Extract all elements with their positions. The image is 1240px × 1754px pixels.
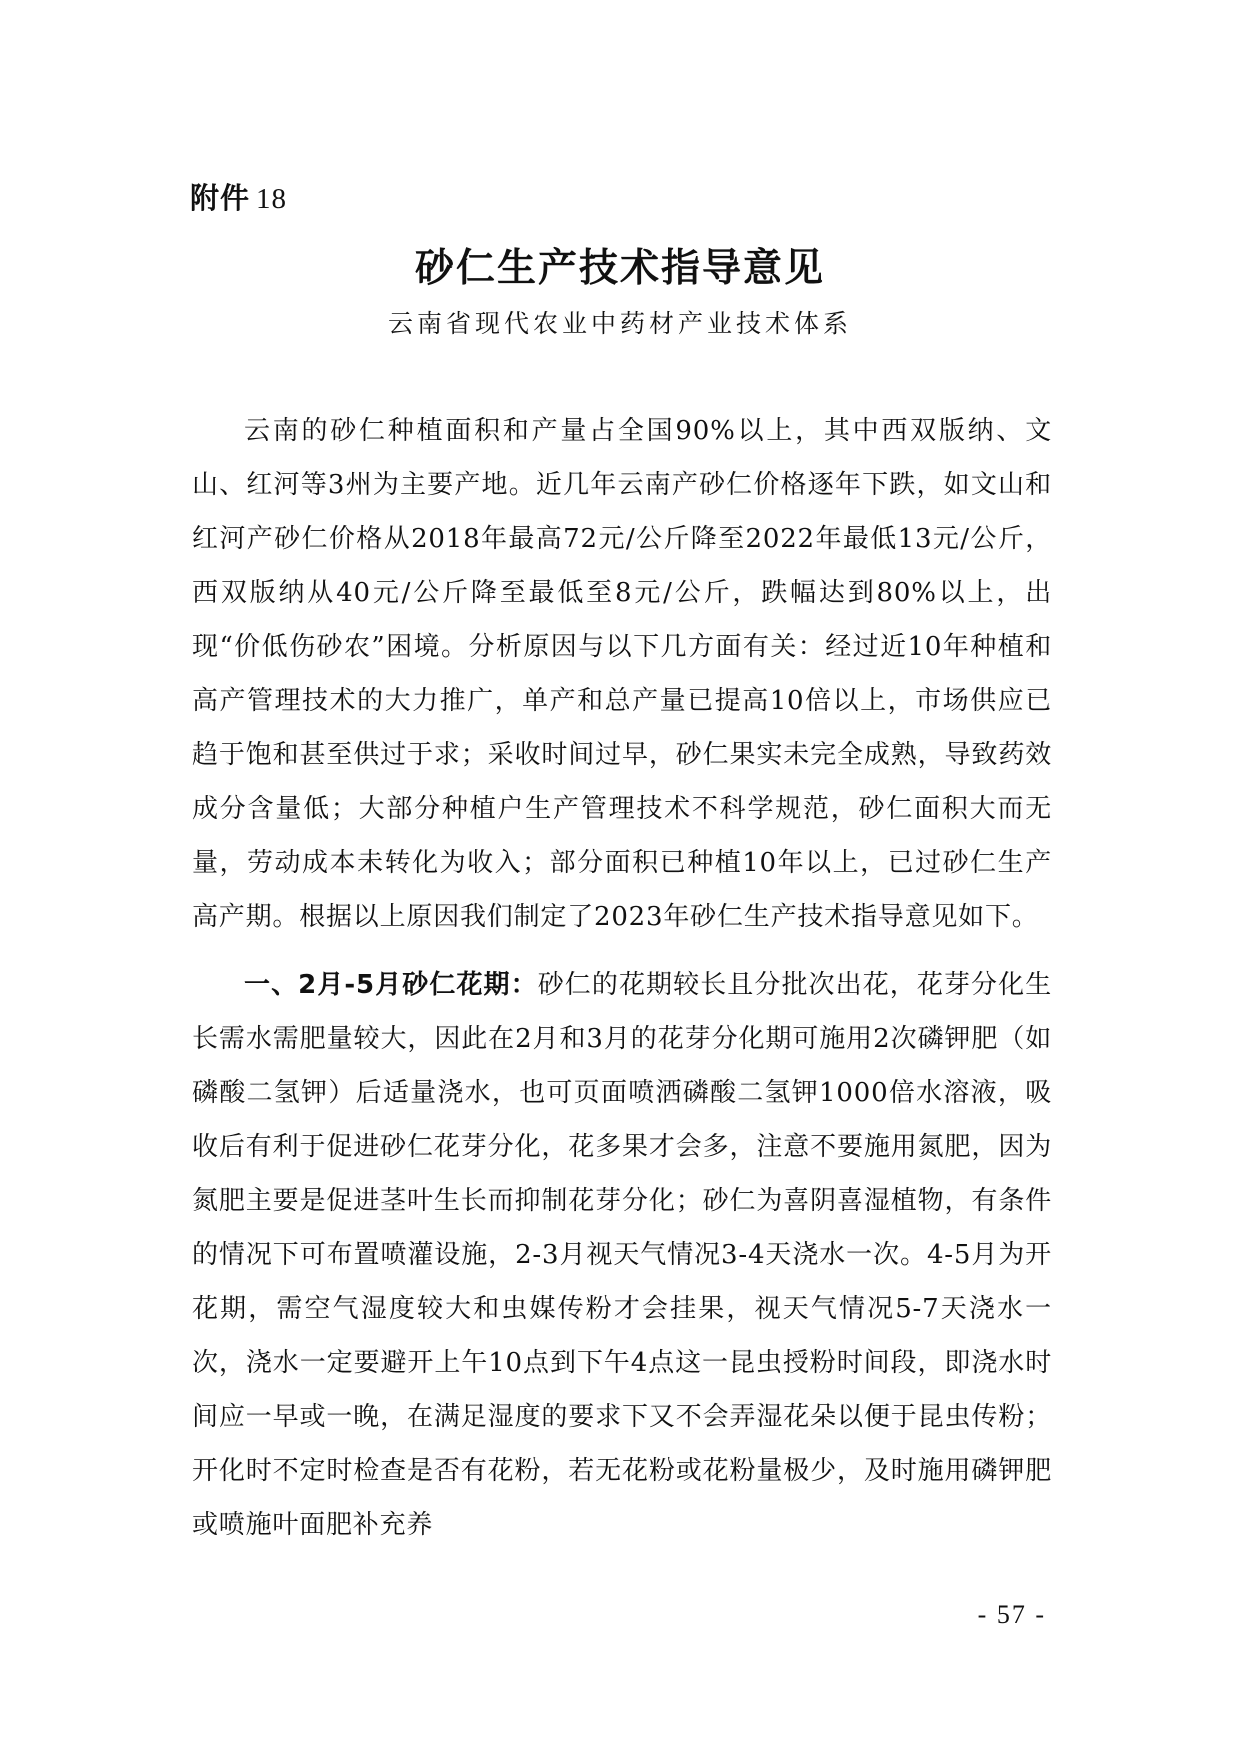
document-title: 砂仁生产技术指导意见 bbox=[414, 245, 825, 291]
body-text bbox=[192, 404, 1052, 1566]
attachment-word: 附件 bbox=[190, 181, 251, 215]
section-1-text: 砂仁的花期较长且分批次出花，花芽分化生长需水需肥量较大，因此在2月和3月的花芽分化期可施用2次磷钾肥（如磷酸二氢钾）后适量浇水，也可页面喷洒磷酸二氢钾1000倍水溶液，吸收后有利于促进砂仁花芽分化，花多果才会多，注意不要施用氮肥，因为氮肥主要是促进茎叶生长而抑制花芽分化；砂仁为喜阴喜湿植物，有条件的情况下可布置喷灌设施，2-3月视天气情况3-4天浇水一次。4-5月为开花期，需空气湿度较大和虫媒传粉才会挂果，视天气情况5-7天浇水一次，浇水一定要避开上午10点到下午4点这一昆虫授粉时间段，即浇水时间应一早或一晚，在满足湿度的要求下又不会弄湿花朵以便于昆虫传粉；开化时不定时检查是否有花粉，若无花粉或花粉量极少，及时施用磷钾肥或喷施叶面肥补充养 bbox=[192, 970, 1053, 1540]
section-1-paragraph bbox=[192, 958, 1052, 1552]
intro-paragraph: 云南的砂仁种植面积和产量占全国90%以上，其中西双版纳、文山、红河等3州为主要产地。近几年云南产砂仁价格逐年下跌，如文山和红河产砂仁价格从2018年最高72元/公斤降至2022年最低13元/公斤，西双版纳从40元/公斤降至最低至8元/公斤，跌幅达到80%以上，出现“价低伤砂农”困境。分析原因与以下几方面有关：经过近10年种植和高产管理技术的大力推广，单产和总产量已提高10倍以上，市场供应已趋于饱和甚至供过于求；采收时间过早，砂仁果实未完全成熟，导致药效成分含量低；大部分种植户生产管理技术不科学规范，砂仁面积大而无量，劳动成本未转化为收入；部分面积已种植10年以上，已过砂仁生产高产期。根据以上原因我们制定了2023年砂仁生产技术指导意见如下。 bbox=[192, 416, 1052, 932]
page-number: - 57 - bbox=[977, 1600, 1046, 1629]
section-1-heading: 一、2月-5月砂仁花期： bbox=[244, 970, 538, 1000]
attachment-label bbox=[190, 178, 287, 219]
attachment-number: 18 bbox=[256, 183, 288, 215]
issuing-organization: 云南省现代农业中药材产业技术体系 bbox=[387, 309, 852, 338]
